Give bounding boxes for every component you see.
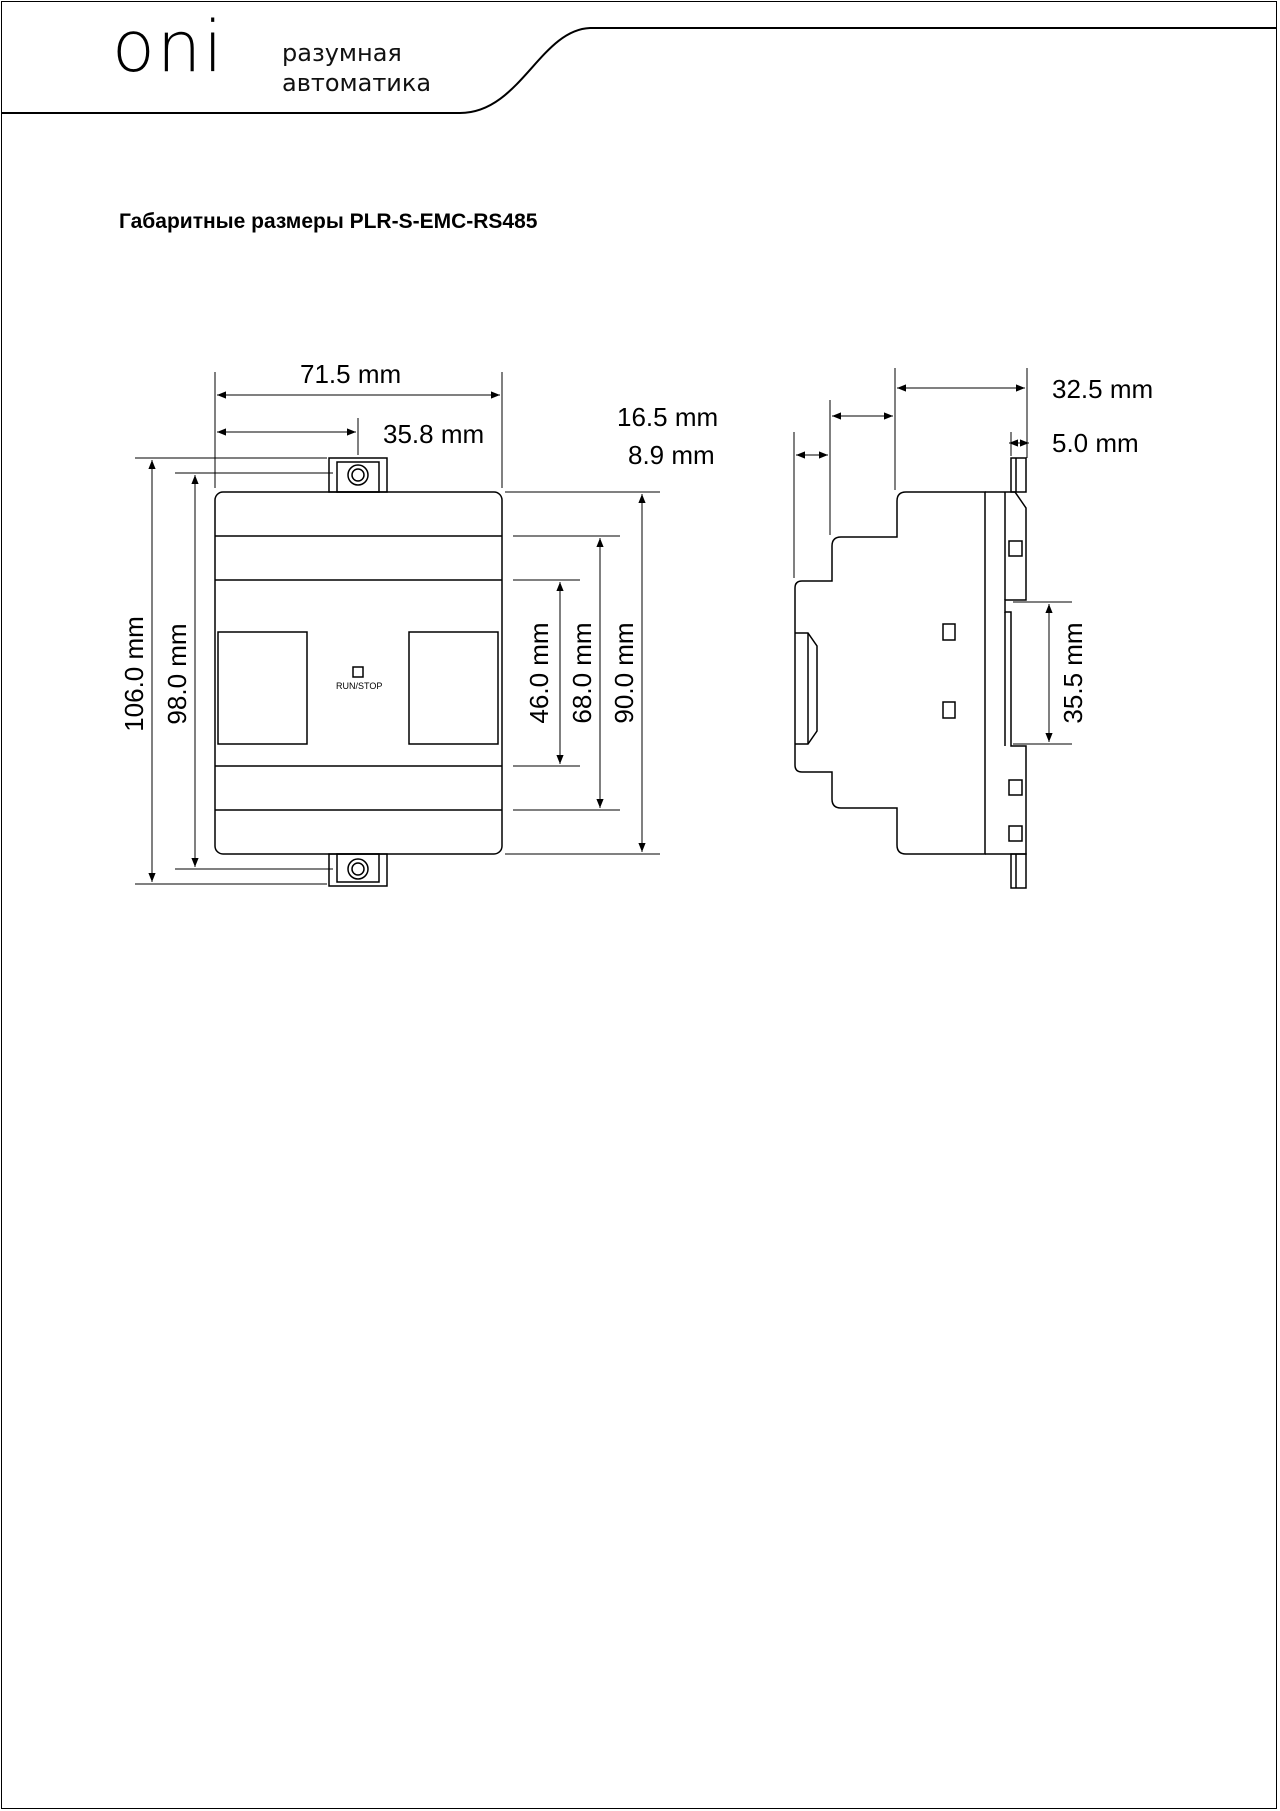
dim-clip: 5.0 mm — [1052, 428, 1139, 458]
dim-height-mid: 68.0 mm — [567, 622, 597, 724]
dimension-drawing — [0, 300, 1280, 900]
oni-logo: oni — [112, 6, 225, 88]
tagline-line-1: разумная — [282, 39, 402, 67]
page-title: Габаритные размеры PLR-S-EMC-RS485 — [119, 210, 538, 233]
dim-depth-step1: 16.5 mm — [617, 402, 719, 432]
front-view — [215, 458, 502, 886]
dim-width-half: 35.8 mm — [383, 419, 485, 449]
tagline-line-2: автоматика — [282, 69, 432, 97]
dim-rail: 35.5 mm — [1058, 622, 1088, 724]
run-stop-label: RUN/STOP — [336, 681, 383, 691]
side-dimensions — [794, 368, 1072, 744]
dim-height-total: 106.0 mm — [119, 616, 149, 732]
dim-height-body: 90.0 mm — [609, 622, 639, 724]
dim-depth-step2: 8.9 mm — [628, 440, 715, 470]
page-frame — [1, 1, 1277, 1809]
brand-tagline — [282, 38, 431, 98]
dim-width-total: 71.5 mm — [300, 359, 402, 389]
dim-depth-total: 32.5 mm — [1052, 374, 1154, 404]
dim-height-mount: 98.0 mm — [162, 623, 192, 725]
dim-height-front: 46.0 mm — [524, 622, 554, 724]
